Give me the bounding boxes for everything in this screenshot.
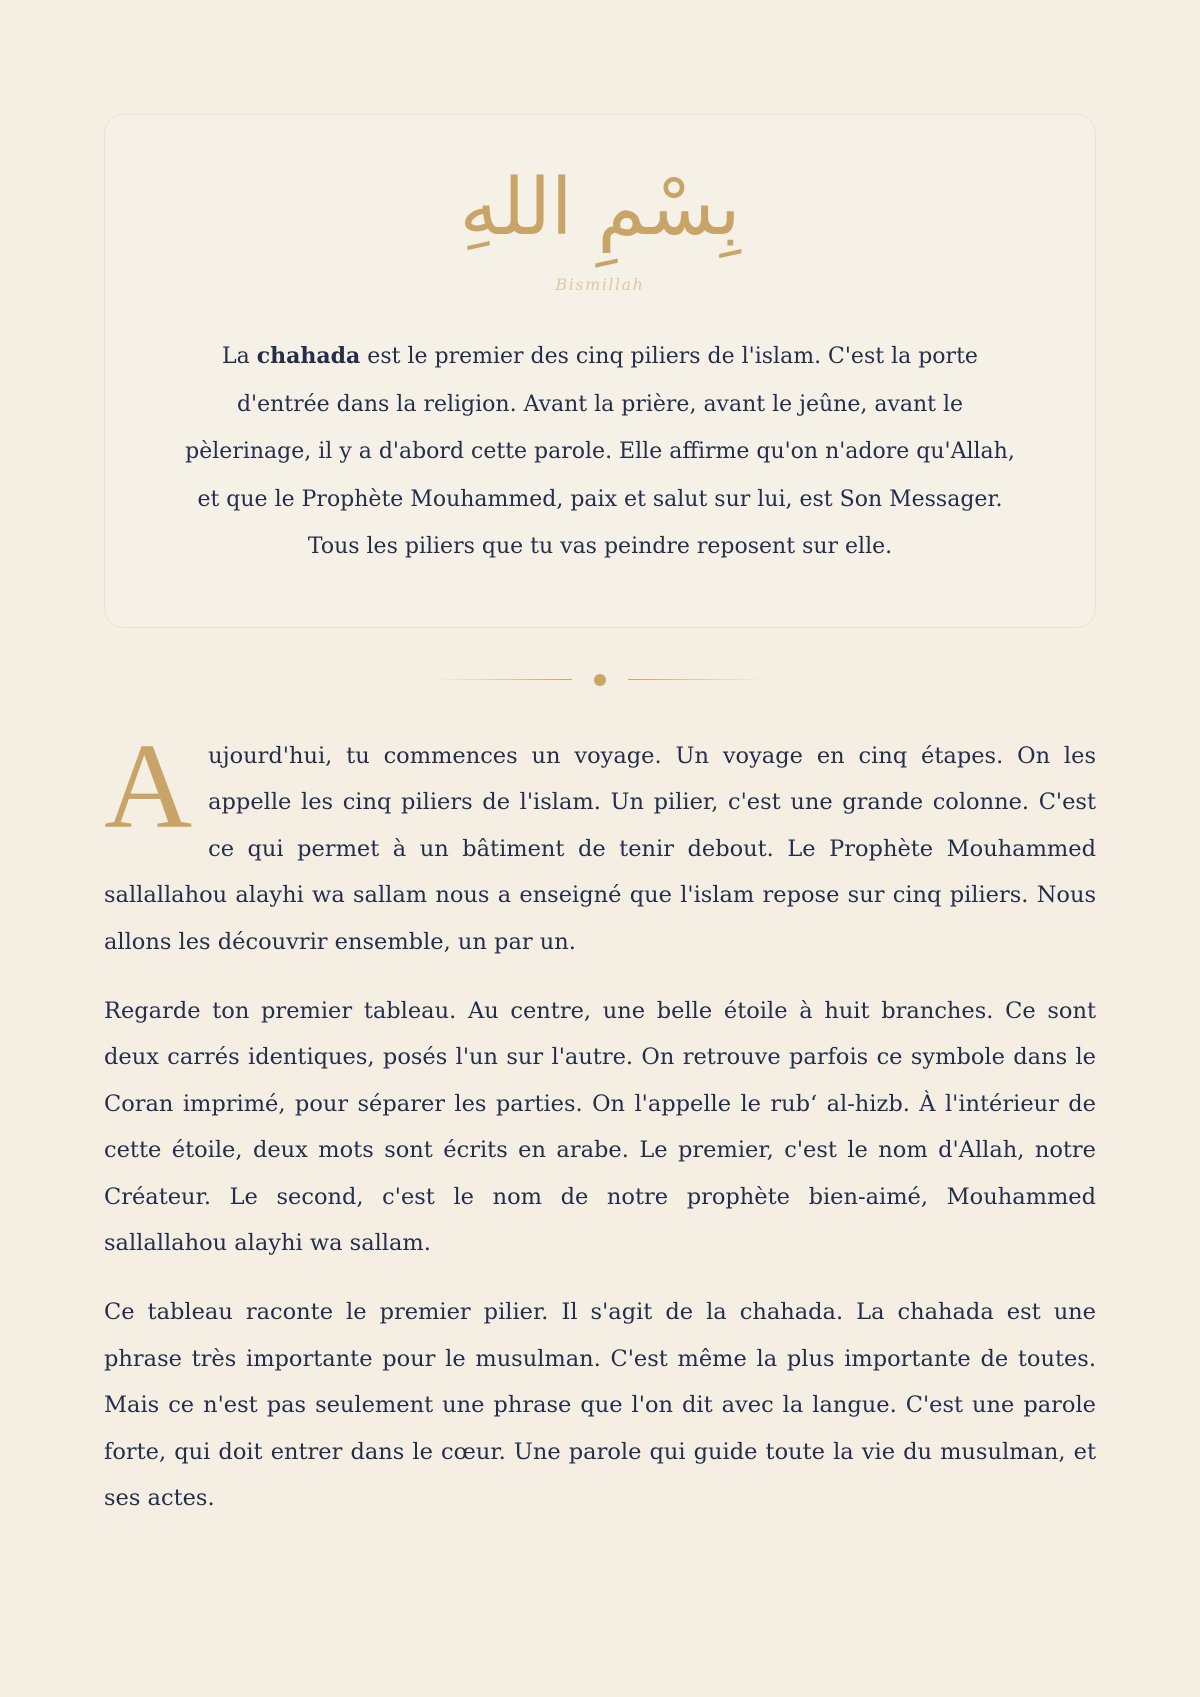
body-text <box>104 718 1096 1522</box>
paragraph-3: Ce tableau raconte le premier pilier. Il s'agit de la chahada. La chahada est une phrase très importante pour le musulman. C'est même la plus importante de toutes. Mais ce n'est pas seulement une phrase que l'on dit avec la langue. C'est une parole forte, qui doit entrer dans le cœur. Une parole qui guide toute la vie du musulman, et ses actes. <box>104 1299 1096 1512</box>
bismillah-calligraphy: بِسْمِ اللهِ <box>459 163 741 253</box>
intro-paragraph <box>175 333 1025 571</box>
divider-line-right <box>628 679 766 680</box>
paragraph-1-text: ujourd'hui, tu commences un voyage. Un voyage en cinq étapes. On les appelle les cinq piliers de l'islam. Un pilier, c'est une grande colonne. C'est ce qui permet à un bâtiment de tenir debout. Le Prophète Mouhammed sallallahou alayhi wa sallam nous a enseigné que l'islam repose sur cinq piliers. Nous allons les découvrir ensemble, un par un. <box>104 742 1096 955</box>
divider-line-left <box>434 679 572 680</box>
paragraph-1 <box>104 718 1096 966</box>
divider-dot <box>594 674 606 686</box>
ornamental-divider <box>104 672 1096 688</box>
intro-card <box>104 114 1096 628</box>
paragraph-2: Regarde ton premier tableau. Au centre, une belle étoile à huit branches. Ce sont deux carrés identiques, posés l'un sur l'autre. On retrouve parfois ce symbole dans le Coran imprimé, pour séparer les parties. On l'appelle le rub‘ al-hizb. À l'intérieur de cette étoile, deux mots sont écrits en arabe. Le premier, c'est le nom d'Allah, notre Créateur. Le second, c'est le nom de notre prophète bien-aimé, Mouhammed sallallahou alayhi wa sallam. <box>104 997 1096 1257</box>
bismillah-transliteration: Bismillah <box>555 275 645 294</box>
intro-text-rest: est le premier des cinq piliers de l'islam. C'est la porte d'entrée dans la religion. Avant la prière, avant le jeûne, avant le pèlerinage, il y a d'abord cette parole. Elle affirme qu'on n'adore qu'Allah, et que le Prophète Mouhammed, paix et salut sur lui, est Son Messager. Tous les piliers que tu vas peindre reposent sur elle. <box>185 344 1015 560</box>
intro-bold-term: chahada <box>256 343 361 369</box>
drop-cap: A <box>104 718 193 854</box>
intro-text-start: La <box>222 344 257 369</box>
